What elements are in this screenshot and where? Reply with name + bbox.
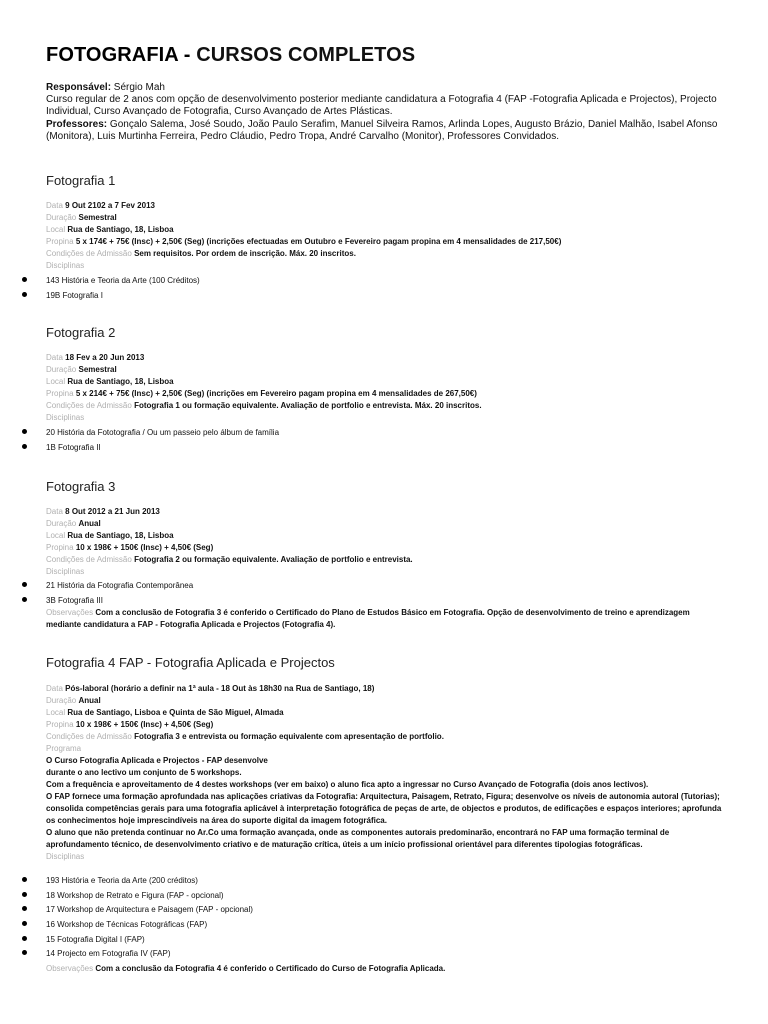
propina-value: 5 x 174€ + 75€ (Insc) + 2,50€ (Seg) (incrições efectuadas em Outubro e Fevereiro pagam propina em 4 mensalidades de 217,50€) [75,237,562,246]
responsavel-value: Sérgio Mah [111,82,165,93]
local-value: Rua de Santiago, 18, Lisboa [67,225,174,234]
list-item: 193 História e Teoria da Arte (200 créditos) [0,876,740,891]
bullet-icon [22,582,27,587]
list-item: 19B Fotografia I [0,291,740,306]
list-item: 21 História da Fotografia Contemporânea [0,581,740,596]
programa-paragraph: O Curso Fotografia Aplicada e Projectos - FAP desenvolve [46,756,268,765]
local-label: Local [46,531,66,540]
course-title-fotografia-2: Fotografia 2 [46,325,116,340]
duracao-value: Anual [78,696,101,705]
propina-value: 5 x 214€ + 75€ (Insc) + 2,50€ (Seg) (incrições em Fevereiro pagam propina em 4 mensalidades de 267,50€) [75,389,477,398]
list-item: 17 Workshop de Arquitectura e Paisagem (FAP - opcional) [0,905,740,920]
bullet-icon [22,906,27,911]
local-label: Local [46,377,66,386]
bullet-icon [22,950,27,955]
bullet-icon [22,597,27,602]
data-label: Data [46,684,63,693]
data-label: Data [46,353,63,362]
list-item: 18 Workshop de Retrato e Figura (FAP - opcional) [0,891,740,906]
local-value: Rua de Santiago, 18, Lisboa [67,531,174,540]
list-item: 16 Workshop de Técnicas Fotográficas (FAP) [0,920,740,935]
list-item: 143 História e Teoria da Arte (100 Créditos) [0,276,740,291]
intro-description: Curso regular de 2 anos com opção de desenvolvimento posterior mediante candidatura a Fotografia 4 (FAP -Fotografia Aplicada e Projectos), Projecto Individual, Curso Avançado de Fotografia, Curso Avançado de Artes Plásticas. [46,94,717,118]
disciplinas-list-fotografia-4 [0,876,740,964]
data-value: 18 Fev a 20 Jun 2013 [65,353,145,362]
list-item: 3B Fotografia III [0,596,740,611]
course-details-fotografia-2 [46,352,726,424]
programa-text [46,755,722,851]
propina-label: Propina [46,543,74,552]
observacoes-value: Com a conclusão da Fotografia 4 é conferido o Certificado do Curso de Fotografia Aplicada. [95,964,446,973]
course-title-fotografia-3: Fotografia 3 [46,479,116,494]
list-item: 1B Fotografia II [0,443,740,458]
programa-paragraph: O aluno que não pretenda continuar no Ar.Co uma formação avançada, onde as componentes autorais predominarão, encontrará no FAP uma formação terminal de aprofundamento técnico, de desenvolvimento criativo e de maturação crítica, úteis a um início profissional orientável para diferentes tipologias fotográficas. [46,828,670,849]
course-details-fotografia-1 [46,200,726,272]
professores-label: Professores: [46,118,108,130]
condicoes-value: Fotografia 2 ou formação equivalente. Avaliação de portfolio e entrevista. [134,555,413,564]
condicoes-label: Condições de Admissão [46,401,132,410]
programa-paragraph: Com a frequência e aproveitamento de 4 destes workshops (ver em baixo) o aluno fica apto a ingressar no Curso Avançado de Fotografia (dois anos lectivos). [46,780,649,789]
course-title-fotografia-1: Fotografia 1 [46,173,116,188]
local-label: Local [46,708,66,717]
duracao-value: Semestral [78,213,117,222]
propina-label: Propina [46,389,74,398]
local-value: Rua de Santiago, Lisboa e Quinta de São Miguel, Almada [67,708,284,717]
professores-value: Gonçalo Salema, José Soudo, João Paulo Serafim, Manuel Silveira Ramos, Arlinda Lopes, Augusto Brázio, Daniel Malhão, Isabel Afonso (Monitora), Luis Murtinha Ferreira, Pedro Cláudio, Pedro Tropa, André Carvalho (Monitor), Professores Convidados. [46,118,718,142]
condicoes-label: Condições de Admissão [46,249,132,258]
condicoes-value: Sem requisitos. Por ordem de inscrição. Máx. 20 inscritos. [134,249,356,258]
page-title [46,44,415,67]
programa-label: Programa [46,744,82,753]
data-value: 9 Out 2102 a 7 Fev 2013 [65,201,155,210]
duracao-value: Semestral [78,365,117,374]
disciplinas-list-fotografia-1 [0,276,740,305]
local-label: Local [46,225,66,234]
list-item: 20 História da Fototografia / Ou um passeio pelo álbum de família [0,428,740,443]
bullet-icon [22,429,27,434]
course-details-fotografia-3 [46,506,726,578]
data-value: Pós-laboral (horário a definir na 1ª aula - 18 Out às 18h30 na Rua de Santiago, 18) [65,684,375,693]
data-label: Data [46,507,63,516]
page-title-part-1: FOTOGRAFIA - [46,44,197,66]
observacoes-label: Observações [46,964,94,973]
disciplinas-label: Disciplinas [46,261,85,270]
duracao-label: Duração [46,696,77,705]
observacoes-fotografia-4 [46,963,722,975]
disciplinas-list-fotografia-3 [0,581,740,610]
disciplinas-label: Disciplinas [46,567,85,576]
observacoes-label: Observações [46,608,94,617]
duracao-label: Duração [46,365,77,374]
page-title-part-2: CURSOS COMPLETOS [196,44,416,66]
bullet-icon [22,444,27,449]
bullet-icon [22,292,27,297]
observacoes-value: Com a conclusão de Fotografia 3 é conferido o Certificado do Plano de Estudos Básico em Fotografia. Opção de desenvolvimento de treino e aprendizagem mediante candidatura a FAP - Fotografia Aplicada e Projectos (Fotografia 4). [46,608,690,629]
course-intro [46,82,722,143]
list-item: 15 Fotografia Digital I (FAP) [0,935,740,950]
local-value: Rua de Santiago, 18, Lisboa [67,377,174,386]
propina-value: 10 x 198€ + 150€ (Insc) + 4,50€ (Seg) [75,720,214,729]
list-item: 14 Projecto em Fotografia IV (FAP) [0,949,740,964]
bullet-icon [22,277,27,282]
bullet-icon [22,892,27,897]
propina-value: 10 x 198€ + 150€ (Insc) + 4,50€ (Seg) [75,543,214,552]
programa-paragraph: O FAP fornece uma formação aprofundada nas aplicações criativas da Fotografia: Arquitectura, Paisagem, Retrato, Figura; desenvolve os níveis de autonomia autoral (Tutorias); consolida competências gerais para uma fotografia aplicável à interpretação fotográfica de peças de arte, de objectos e produtos, de edificações e espaços interiores; aprofunda os conhecimentos hoje imprescindíveis na área do suporte digital da imagem fotográfica. [46,792,722,825]
programa-paragraph: durante o ano lectivo um conjunto de 5 workshops. [46,768,242,777]
propina-label: Propina [46,720,74,729]
data-label: Data [46,201,63,210]
condicoes-value: Fotografia 1 ou formação equivalente. Avaliação de portfolio e entrevista. Máx. 20 inscritos. [134,401,482,410]
propina-label: Propina [46,237,74,246]
observacoes-fotografia-3 [46,607,722,631]
duracao-value: Anual [78,519,101,528]
condicoes-value: Fotografia 3 e entrevista ou formação equivalente com apresentação de portfolio. [134,732,444,741]
duracao-label: Duração [46,213,77,222]
disciplinas-label: Disciplinas [46,413,85,422]
responsavel-label: Responsável: [46,82,112,93]
disciplinas-list-fotografia-2 [0,428,740,457]
condicoes-label: Condições de Admissão [46,555,132,564]
course-title-fotografia-4: Fotografia 4 FAP - Fotografia Aplicada e Projectos [46,655,335,670]
condicoes-label: Condições de Admissão [46,732,132,741]
data-value: 8 Out 2012 a 21 Jun 2013 [65,507,160,516]
disciplinas-label: Disciplinas [46,852,85,861]
course-details-fotografia-4 [46,683,722,863]
bullet-icon [22,877,27,882]
bullet-icon [22,936,27,941]
bullet-icon [22,921,27,926]
duracao-label: Duração [46,519,77,528]
